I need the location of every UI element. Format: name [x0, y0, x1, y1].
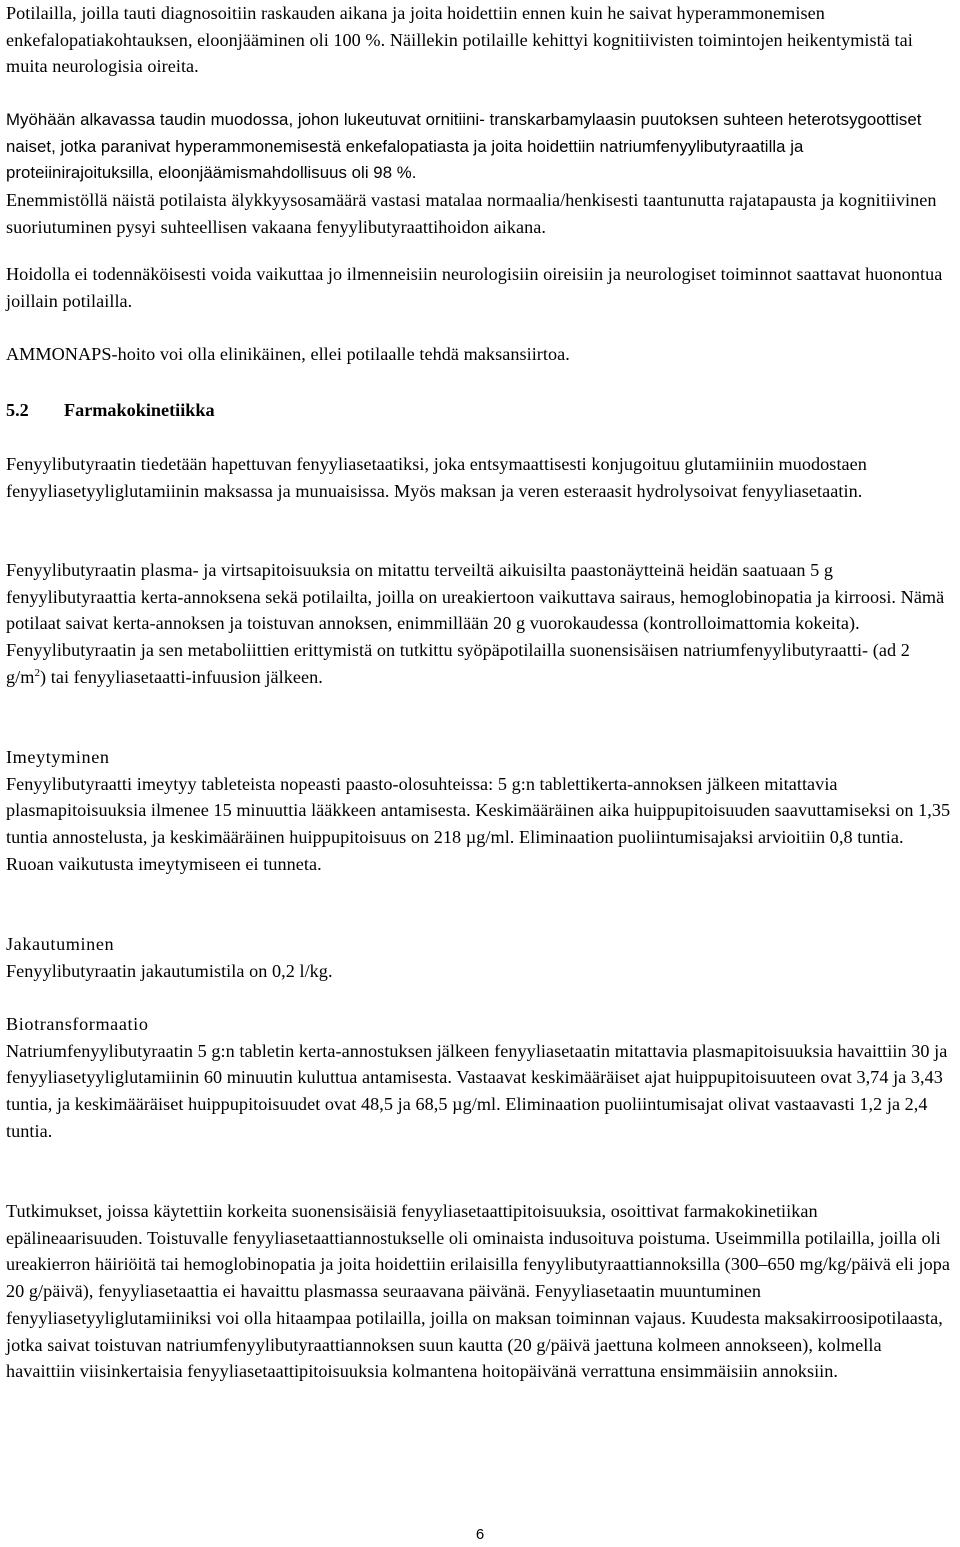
paragraph-nonlinear-kinetics: Tutkimukset, joissa käytettiin korkeita suonensisäisiä fenyyliasetaattipitoisuuksia, osoittivat farmakokinetiikan epälineaarisuuden. Toistuvalle fenyyliasetaattiannostukselle oli ominaista indusoituva poistuma. Useimmilla potilailla, joilla oli ureakierron häiriöitä tai hemoglobinopatia ja joita hoidettiin erilaisilla fenyylibutyraattiannoksilla (300–650 mg/kg/päivä eli jopa 20 g/päivä), fenyyliasetaattia ei havaittu plasmassa seuraavana päivänä. Fenyyliasetaatin muuntuminen fenyyliasetyyliglutamiiniksi voi olla hitaampaa potilailla, joilla on maksan toiminnan vajaus. Kuudesta maksakirroosipotilaasta, jotka saivat toistuvan natriumfenyylibutyraattiannoksen suun kautta (20 g/päivä jaettuna kolmeen annokseen), kolmella havaittiin viisinkertaisia fenyyliasetaattipitoisuuksia kolmantena hoitopäivänä verrattuna ensimmäisiin annoksiin. [6, 1201, 951, 1382]
paragraph-neurological: Hoidolla ei todennäköisesti voida vaikuttaa jo ilmenneisiin neurologisiin oireisiin ja neurologiset toiminnot saattavat huonontua joillain potilailla. [6, 264, 943, 311]
paragraph-lifelong: AMMONAPS-hoito voi olla elinikäinen, ellei potilaalle tehdä maksansiirtoa. [6, 344, 570, 364]
paragraph-metabolism: Fenyylibutyraatin tiedetään hapettuvan fenyyliasetaatiksi, joka entsymaattisesti konjugoituu glutamiiniin muodostaen fenyyliasetyyliglutamiinin maksassa ja munuaisissa. Myös maksan ja veren esteraasit hydrolysoivat fenyyliasetaatin. [6, 454, 867, 501]
subsection-distribution [6, 931, 954, 984]
subheading-biotransformation: Biotransformaatio [6, 1014, 149, 1034]
subsection-absorption [6, 744, 954, 878]
section-number: 5.2 [6, 400, 29, 420]
section-heading [6, 397, 954, 423]
paragraph-distribution: Fenyylibutyraatin jakautumistila on 0,2 l/kg. [6, 960, 333, 981]
superscript-2: 2 [34, 666, 41, 679]
paragraph-plasma-levels [6, 557, 954, 691]
paragraph-late-onset [6, 107, 954, 241]
subsection-biotransformation [6, 1011, 954, 1145]
page-number: 6 [475, 1526, 485, 1543]
paragraph-late-onset-iq: Enemmistöllä näistä potilaista älykkyysosamäärä vastasi matalaa normaalia/henkisesti taantunutta rajatapausta ja kognitiivinen suoriutuminen pysyi suhteellisen vakaana fenyylibutyraattihoidon aikana. [6, 190, 937, 237]
paragraph-biotransformation: Natriumfenyylibutyraatin 5 g:n tabletin kerta-annostuksen jälkeen fenyyliasetaatin mitattavia plasmapitoisuuksia havaittiin 30 ja fenyyliasetyyliglutamiinin 60 minuutin kuluttua antamisesta. Vastaavat keskimääräiset ajat huippupitoisuuteen ovat 3,74 ja 3,43 tuntia, ja keskimääräiset huippupitoisuudet ovat 48,5 ja 68,5 µg/ml. Eliminaation puoliintumisajat olivat vastaavasti 1,2 ja 2,4 tuntia. [6, 1040, 948, 1141]
paragraph-survival-prenatal: Potilailla, joilla tauti diagnosoitiin raskauden aikana ja joita hoidettiin ennen kuin he saivat hyperammonemisen enkefalopatiakohtauksen, eloonjääminen oli 100 %. Näillekin potilaille kehittyi kognitiivisten toimintojen heikentymistä tai muita neurologisia oireita. [6, 3, 913, 77]
paragraph-plasma-tail: ) tai fenyyliasetaatti-infuusion jälkeen. [40, 666, 323, 687]
section-title: Farmakokinetiikka [64, 400, 215, 420]
paragraph-food-effect: Ruoan vaikutusta imeytymiseen ei tunneta. [6, 853, 322, 874]
paragraph-late-onset-sans: Myöhään alkavassa taudin muodossa, johon lukeutuvat ornitiini- transkarbamylaasin puutoksen suhteen heterotsygoottiset naiset, jotka paranivat hyperammonemisestä enkefalopatiasta ja joita hoidettiin natriumfenyylibutyraatilla ja proteiinirajoituksilla, eloonjäämismahdollisuus oli 98 %. [6, 110, 922, 183]
subheading-distribution: Jakautuminen [6, 934, 115, 954]
subheading-absorption: Imeytyminen [6, 747, 110, 767]
paragraph-plasma-text: Fenyylibutyraatin plasma- ja virtsapitoisuuksia on mitattu terveiltä aikuisilta paastonäytteinä heidän saatuaan 5 g fenyylibutyraattia kerta-annoksena sekä potilailta, joilla on ureakiertoon vaikuttava sairaus, hemoglobinopatia ja kirroosi. Nämä potilaat saivat kerta-annoksen ja toistuvan annoksen, enimmillään 20 g vuorokaudessa (kontrolloimattomia kokeita). Fenyylibutyraatin ja sen metaboliittien erittymistä on tutkittu syöpäpotilailla suonensisäisen natriumfenyylibutyraatti- (ad 2 g/m [6, 560, 945, 687]
paragraph-absorption: Fenyylibutyraatti imeytyy tableteista nopeasti paasto-olosuhteissa: 5 g:n tablettikerta-annoksen jälkeen mitattavia plasmapitoisuuksia ilmenee 15 minuuttia lääkkeen antamisesta. Keskimääräinen aika huippupitoisuuden saavuttamiseksi on 1,35 tuntia annostelusta, ja keskimääräinen huippupitoisuus on 218 µg/ml. Eliminaation puoliintumisajaksi arvioitiin 0,8 tuntia. [6, 773, 951, 848]
